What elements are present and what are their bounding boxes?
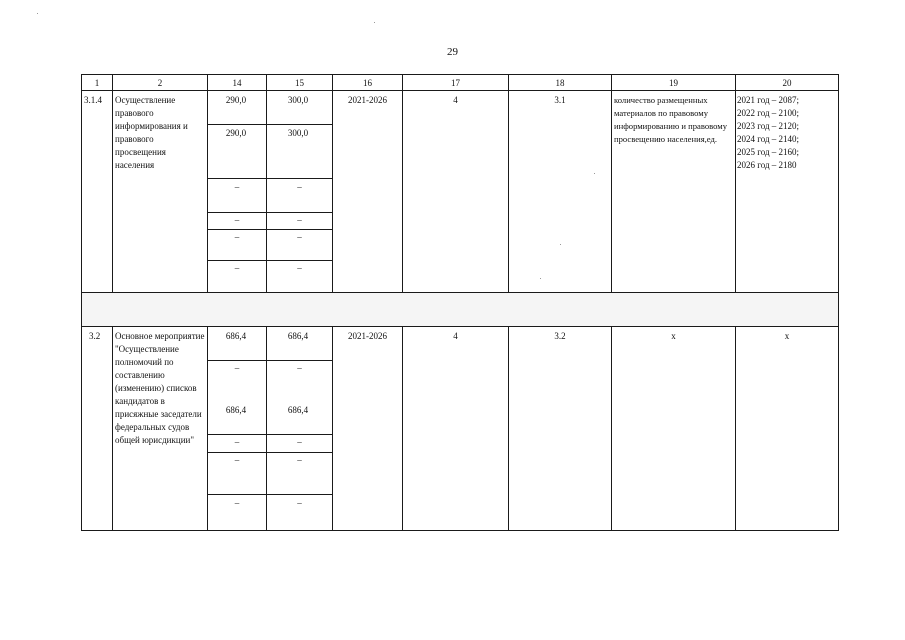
target-line: 2022 год – 2100; [737,108,800,118]
scan-speck [37,13,38,14]
table-line [508,326,509,531]
table-line [81,74,82,531]
value-cell: 300,0 [287,95,309,105]
row-code: 3.2 [89,331,101,341]
value-cell: x [784,331,790,341]
header-cell: 1 [94,78,100,88]
table-line [611,326,612,531]
target-line: 2026 год – 2180 [737,160,797,170]
table-line [611,74,612,293]
value-cell: 4 [453,331,458,341]
value-cell: 686,4 [225,331,247,341]
table-line [112,326,113,531]
table-line [207,434,332,435]
table-line [207,229,332,230]
table-line [81,74,839,75]
value-cell: – [234,498,240,508]
value-cell: 4 [453,95,458,105]
value-cell: – [234,215,240,225]
value-cell: 300,0 [287,128,309,138]
table-line [332,326,333,531]
scan-speck [540,278,541,279]
row-code: 3.1.4 [84,95,102,105]
table-line [838,74,839,531]
value-cell: – [297,182,302,192]
scan-speck [560,244,561,245]
table-line [207,178,332,179]
target-line: 2025 год – 2160; [737,147,800,157]
target-line: 2021 год – 2087; [737,95,800,105]
row-name: Осуществление правового информирования и правового просвещения населения [115,95,188,170]
header-cell: 20 [782,78,792,88]
table-line [735,74,736,293]
value-cell: – [234,232,240,242]
table-line [207,124,332,125]
header-cell: 17 [451,78,460,88]
table-line [81,90,839,91]
value-cell: – [297,263,302,273]
header-cell: 16 [363,78,372,88]
period-cell: 2021-2026 [348,331,387,341]
value-cell: – [234,455,240,465]
table-line [735,326,736,531]
value-cell: – [297,455,302,465]
value-cell: – [234,363,240,373]
value-cell: – [234,182,240,192]
row-name: Основное мероприятие "Осуществление полномочий по составлению (изменению) списков кандидатов в присяжные заседатели федеральных судов общей юрисдикции" [115,331,205,445]
value-cell: – [234,437,240,447]
value-cell: – [234,263,240,273]
table-line [81,326,839,327]
value-cell: 290,0 [225,128,247,138]
table-line [207,212,332,213]
table-line [207,360,332,361]
value-cell: 686,4 [287,331,309,341]
table-line [207,452,332,453]
value-cell: x [671,331,676,341]
value-cell: 290,0 [225,95,247,105]
target-line: 2024 год – 2140; [737,134,800,144]
header-cell: 14 [232,78,242,88]
value-cell: 3.2 [554,331,566,341]
scan-speck [374,22,375,23]
target-line: 2023 год – 2120; [737,121,800,131]
value-cell: 3.1 [554,95,566,105]
header-cell: 18 [555,78,565,88]
scan-speck [594,173,595,174]
value-cell: 686,4 [287,405,309,415]
table-line [81,530,839,531]
table-line [81,292,839,293]
value-cell: – [297,215,302,225]
table-line [207,260,332,261]
indicator-text: количество размещенных материалов по правовому информированию и правовому просвещению населения,ед. [614,95,728,144]
value-cell: 686,4 [225,405,247,415]
value-cell: – [297,437,302,447]
value-cell: – [297,498,302,508]
value-cell: – [297,232,302,242]
header-cell: 19 [669,78,678,88]
value-cell: – [297,363,302,373]
table-line [112,74,113,293]
page-number: 29 [447,46,458,58]
period-cell: 2021-2026 [348,95,387,105]
table-blank-band [81,292,839,326]
table-line [402,326,403,531]
header-cell: 2 [157,78,163,88]
table-line [207,494,332,495]
header-cell: 15 [295,78,304,88]
